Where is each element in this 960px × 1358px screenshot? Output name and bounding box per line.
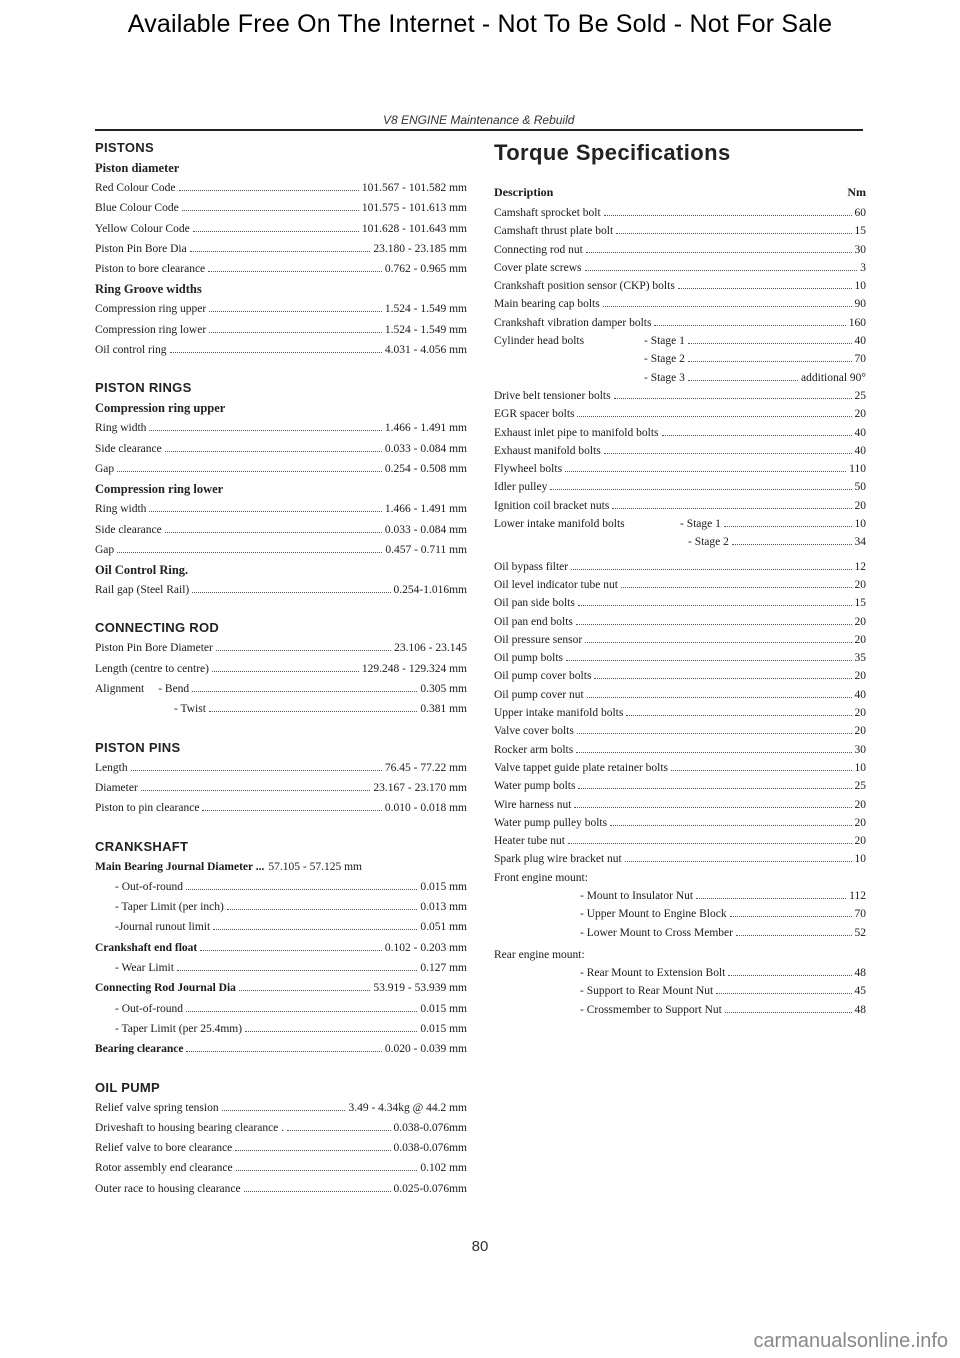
spec-value: 10 bbox=[854, 853, 866, 866]
spec-label: Length (centre to centre) bbox=[95, 662, 209, 675]
spec-row bbox=[95, 659, 467, 679]
spec-row bbox=[115, 999, 467, 1019]
cyl-head-stage1-value: 40 bbox=[854, 335, 866, 348]
pins-group bbox=[95, 758, 467, 819]
spec-row bbox=[580, 887, 866, 905]
spec-row bbox=[494, 314, 866, 332]
spec-value: 0.015 mm bbox=[420, 1002, 467, 1015]
end-float-subrows bbox=[95, 958, 467, 978]
spec-value: 48 bbox=[854, 967, 866, 980]
spec-row bbox=[494, 259, 866, 277]
spec-row bbox=[115, 917, 467, 937]
spec-value: 0.254-1.016mm bbox=[393, 584, 467, 597]
spec-row-twist bbox=[95, 699, 467, 719]
spec-row bbox=[494, 704, 866, 722]
spec-value: 0.038-0.076mm bbox=[393, 1142, 467, 1155]
spec-row bbox=[95, 798, 467, 818]
section-heading-piston-pins: PISTON PINS bbox=[95, 739, 181, 755]
conrod-group bbox=[95, 638, 467, 679]
spec-value: 112 bbox=[849, 889, 866, 902]
spec-label: Valve cover bolts bbox=[494, 725, 574, 738]
site-watermark: carmanualsonline.info bbox=[753, 1330, 948, 1352]
spec-value: 20 bbox=[854, 725, 866, 738]
rings-group-3 bbox=[95, 580, 467, 600]
spec-label: Idler pulley bbox=[494, 481, 548, 494]
rings-group-1 bbox=[95, 418, 467, 479]
spec-value: 20 bbox=[854, 408, 866, 421]
spec-label: Oil pressure sensor bbox=[494, 633, 583, 646]
spec-row-bearing-clearance bbox=[95, 1039, 467, 1059]
spec-row bbox=[115, 897, 467, 917]
spec-label: - Out-of-round bbox=[115, 1002, 184, 1015]
spec-value: 0.127 mm bbox=[420, 962, 467, 975]
spec-value: 101.628 - 101.643 mm bbox=[361, 222, 467, 235]
spec-value: 3 bbox=[860, 261, 866, 274]
spec-row bbox=[494, 850, 866, 868]
spec-value: 20 bbox=[854, 499, 866, 512]
spec-row bbox=[494, 558, 866, 576]
spec-row bbox=[95, 178, 467, 198]
spec-label: Blue Colour Code bbox=[95, 202, 179, 215]
spec-row bbox=[95, 638, 467, 658]
spec-label: - Taper Limit (per 25.4mm) bbox=[115, 1022, 243, 1035]
twist-value: 0.381 mm bbox=[420, 703, 467, 716]
spec-row bbox=[95, 1179, 467, 1199]
spec-row-rod-journal bbox=[95, 978, 467, 998]
spec-row bbox=[494, 387, 866, 405]
spec-label: Compression ring upper bbox=[95, 303, 207, 316]
spec-label: -Journal runout limit bbox=[115, 921, 211, 934]
spec-row bbox=[95, 259, 467, 279]
spec-value: 20 bbox=[854, 670, 866, 683]
spec-row bbox=[494, 759, 866, 777]
torque-row-cyl-head-stage1 bbox=[494, 332, 866, 350]
spec-value: 0.033 - 0.084 mm bbox=[384, 523, 467, 536]
end-float-value: 0.102 - 0.203 mm bbox=[384, 941, 467, 954]
spec-value: 1.466 - 1.491 mm bbox=[384, 503, 467, 516]
spec-row bbox=[95, 1098, 467, 1118]
section-heading-piston-rings: PISTON RINGS bbox=[95, 380, 192, 396]
spec-label: - Taper Limit (per inch) bbox=[115, 901, 224, 914]
spec-row bbox=[494, 295, 866, 313]
spec-value: 20 bbox=[854, 633, 866, 646]
spec-row bbox=[580, 905, 866, 923]
spec-label: Side clearance bbox=[95, 523, 162, 536]
spec-label: Piston Pin Bore Dia bbox=[95, 242, 187, 255]
spec-label: Side clearance bbox=[95, 442, 162, 455]
spec-row bbox=[95, 418, 467, 438]
spec-value: 20 bbox=[854, 578, 866, 591]
torque-row-lower-intake-stage2 bbox=[494, 533, 866, 551]
rear-mount-label: Rear engine mount: bbox=[494, 948, 585, 961]
spec-label: Oil pan side bolts bbox=[494, 597, 575, 610]
spec-label: Relief valve to bore clearance bbox=[95, 1142, 233, 1155]
spec-row bbox=[494, 222, 866, 240]
spec-row bbox=[494, 241, 866, 259]
spec-value: 0.102 mm bbox=[420, 1162, 467, 1175]
spec-row bbox=[494, 686, 866, 704]
spec-row bbox=[95, 198, 467, 218]
subheading-ring-groove: Ring Groove widths bbox=[95, 282, 202, 297]
spec-value: 0.013 mm bbox=[420, 901, 467, 914]
running-head: V8 ENGINE Maintenance & Rebuild bbox=[383, 113, 575, 127]
spec-row bbox=[494, 460, 866, 478]
spec-label: Yellow Colour Code bbox=[95, 222, 190, 235]
spec-value: 40 bbox=[854, 444, 866, 457]
spec-row bbox=[494, 405, 866, 423]
spec-label: - Wear Limit bbox=[115, 962, 174, 975]
spec-label: Upper intake manifold bolts bbox=[494, 707, 624, 720]
rod-journal-label: Connecting Rod Journal Dia bbox=[95, 982, 236, 995]
spec-label: Red Colour Code bbox=[95, 182, 176, 194]
spec-label: Compression ring lower bbox=[95, 323, 207, 336]
spec-row bbox=[494, 424, 866, 442]
spec-value: 3.49 - 4.34kg @ 44.2 mm bbox=[348, 1101, 467, 1114]
torque-row-cyl-head-stage2 bbox=[494, 350, 866, 368]
spec-label: Flywheel bolts bbox=[494, 463, 563, 476]
spec-row bbox=[580, 964, 866, 982]
cyl-head-label: Cylinder head bolts bbox=[494, 335, 585, 348]
spec-value: 0.025-0.076mm bbox=[393, 1182, 467, 1195]
spec-value: 0.033 - 0.084 mm bbox=[384, 442, 467, 455]
spec-row bbox=[95, 1158, 467, 1178]
spec-row bbox=[494, 741, 866, 759]
spec-label: Rocker arm bolts bbox=[494, 743, 574, 756]
spec-label: Piston to pin clearance bbox=[95, 802, 200, 815]
subheading-oil-control: Oil Control Ring. bbox=[95, 563, 189, 578]
spec-value: 0.254 - 0.508 mm bbox=[384, 462, 467, 475]
spec-row bbox=[95, 1118, 467, 1138]
spec-label: Oil pump bolts bbox=[494, 652, 564, 665]
spec-value: 23.106 - 23.145 bbox=[394, 642, 467, 655]
spec-value: 30 bbox=[854, 743, 866, 756]
spec-label: Gap bbox=[95, 462, 115, 475]
header-rule bbox=[95, 129, 863, 131]
spec-value: 0.457 - 0.711 mm bbox=[385, 543, 467, 556]
spec-row bbox=[95, 459, 467, 479]
spec-row bbox=[95, 499, 467, 519]
spec-row bbox=[95, 1138, 467, 1158]
front-mount-rows bbox=[494, 887, 866, 942]
spec-value: 0.015 mm bbox=[420, 1022, 467, 1035]
spec-value: 4.031 - 4.056 mm bbox=[384, 344, 467, 357]
spec-value: 1.524 - 1.549 mm bbox=[384, 303, 467, 316]
spec-label: Piston Pin Bore Diameter bbox=[95, 642, 213, 655]
spec-label: Wire harness nut bbox=[494, 798, 572, 811]
spec-row bbox=[494, 277, 866, 295]
spec-row bbox=[494, 442, 866, 460]
spec-row bbox=[95, 239, 467, 259]
watermark-banner: Available Free On The Internet - Not To Be Sold - Not For Sale bbox=[127, 10, 833, 38]
spec-value: 15 bbox=[854, 597, 866, 610]
section-heading-connecting-rod: CONNECTING ROD bbox=[95, 620, 220, 636]
spec-row bbox=[494, 497, 866, 515]
spec-value: 0.038-0.076mm bbox=[393, 1121, 467, 1134]
torque-group-b bbox=[494, 387, 866, 515]
spec-row bbox=[95, 540, 467, 560]
spec-value: 35 bbox=[854, 652, 866, 665]
spec-label: Main bearing cap bolts bbox=[494, 298, 600, 311]
spec-row bbox=[494, 576, 866, 594]
spec-value: 101.567 - 101.582 mm bbox=[361, 182, 467, 194]
spec-label: Gap bbox=[95, 543, 115, 556]
col-unit: Nm bbox=[847, 185, 866, 199]
spec-label: Oil pump cover nut bbox=[494, 688, 584, 701]
spec-label: Rail gap (Steel Rail) bbox=[95, 584, 190, 597]
cyl-head-stage2-value: 70 bbox=[854, 353, 866, 366]
spec-label: Rotor assembly end clearance bbox=[95, 1162, 233, 1175]
spec-value: 25 bbox=[854, 780, 866, 793]
spec-row bbox=[494, 594, 866, 612]
spec-value: 60 bbox=[854, 207, 866, 219]
spec-row bbox=[494, 613, 866, 631]
spec-value: 10 bbox=[854, 761, 866, 774]
spec-row bbox=[95, 520, 467, 540]
spec-label: - Upper Mount to Engine Block bbox=[580, 908, 727, 921]
spec-row bbox=[95, 439, 467, 459]
rod-journal-value: 53.919 - 53.939 mm bbox=[373, 982, 467, 995]
spec-row bbox=[494, 478, 866, 496]
spec-label: Camshaft thrust plate bolt bbox=[494, 225, 614, 238]
cyl-head-stage3-value: additional 90° bbox=[801, 371, 866, 384]
main-bearing-subrows bbox=[95, 877, 467, 938]
spec-value: 160 bbox=[848, 316, 866, 329]
spec-row-end-float bbox=[95, 938, 467, 958]
bearing-clearance-label: Bearing clearance bbox=[95, 1043, 184, 1056]
spec-row bbox=[95, 219, 467, 239]
torque-row-lower-intake-stage1 bbox=[494, 515, 866, 533]
spec-value: 110 bbox=[849, 463, 866, 476]
bend-value: 0.305 mm bbox=[420, 683, 467, 696]
spec-value: 40 bbox=[854, 688, 866, 701]
spec-label: Exhaust manifold bolts bbox=[494, 444, 601, 457]
spec-label: Oil bypass filter bbox=[494, 560, 569, 573]
lower-intake-stage1-label: - Stage 1 bbox=[680, 518, 721, 531]
spec-row bbox=[494, 814, 866, 832]
spec-row-main-bearing bbox=[95, 857, 467, 877]
spec-label: Oil pan end bolts bbox=[494, 615, 573, 628]
spec-label: Ring width bbox=[95, 422, 147, 435]
spec-row bbox=[580, 1001, 866, 1019]
spec-label: Cover plate screws bbox=[494, 261, 582, 274]
main-bearing-value: 57.105 - 57.125 mm bbox=[268, 860, 363, 873]
spec-row bbox=[115, 1019, 467, 1039]
spec-row bbox=[494, 204, 866, 222]
spec-row bbox=[115, 877, 467, 897]
spec-row bbox=[580, 924, 866, 942]
section-heading-crankshaft: CRANKSHAFT bbox=[95, 838, 189, 854]
spec-value: 0.762 - 0.965 mm bbox=[384, 263, 467, 276]
spec-row bbox=[494, 722, 866, 740]
spec-row-alignment-bend bbox=[95, 679, 467, 699]
bend-label: - Bend bbox=[158, 683, 190, 696]
spec-row bbox=[115, 958, 467, 978]
spec-value: 76.45 - 77.22 mm bbox=[384, 761, 467, 774]
spec-row bbox=[95, 778, 467, 798]
spec-label: Oil level indicator tube nut bbox=[494, 578, 618, 591]
section-heading-pistons: PISTONS bbox=[95, 140, 154, 155]
spec-value: 12 bbox=[854, 560, 866, 573]
spec-value: 20 bbox=[854, 707, 866, 720]
torque-title: Torque Specifications bbox=[494, 140, 731, 165]
rings-group-2 bbox=[95, 499, 467, 560]
spec-value: 52 bbox=[854, 926, 866, 939]
page-number: 80 bbox=[471, 1238, 489, 1255]
col-description: Description bbox=[494, 185, 554, 199]
spec-row bbox=[95, 320, 467, 340]
spec-value: 23.180 - 23.185 mm bbox=[373, 242, 467, 255]
spec-row bbox=[494, 649, 866, 667]
spec-value: 0.010 - 0.018 mm bbox=[384, 802, 467, 815]
spec-row bbox=[580, 982, 866, 1000]
spec-label: Camshaft sprocket bolt bbox=[494, 207, 601, 219]
spec-label: Spark plug wire bracket nut bbox=[494, 853, 622, 866]
spec-label: - Mount to Insulator Nut bbox=[580, 889, 694, 902]
spec-value: 129.248 - 129.324 mm bbox=[361, 662, 467, 675]
spec-label: Oil pump cover bolts bbox=[494, 670, 592, 683]
spec-label: - Rear Mount to Extension Bolt bbox=[580, 967, 726, 980]
spec-label: Valve tappet guide plate retainer bolts bbox=[494, 761, 669, 774]
spec-row bbox=[494, 631, 866, 649]
spec-row bbox=[95, 299, 467, 319]
spec-row bbox=[494, 832, 866, 850]
spec-label: Water pump bolts bbox=[494, 780, 576, 793]
spec-value: 90 bbox=[854, 298, 866, 311]
spec-value: 20 bbox=[854, 615, 866, 628]
spec-row bbox=[494, 796, 866, 814]
spec-label: Ring width bbox=[95, 503, 147, 516]
spec-value: 20 bbox=[854, 835, 866, 848]
spec-label: - Lower Mount to Cross Member bbox=[580, 926, 733, 939]
spec-value: 0.051 mm bbox=[420, 921, 467, 934]
torque-row-cyl-head-stage3 bbox=[494, 369, 866, 387]
spec-row bbox=[95, 340, 467, 360]
spec-label: Connecting rod nut bbox=[494, 243, 583, 256]
torque-group-a bbox=[494, 204, 866, 332]
subheading-piston-diameter: Piston diameter bbox=[95, 161, 180, 175]
torque-table-header bbox=[494, 180, 866, 204]
spec-label: EGR spacer bolts bbox=[494, 408, 575, 421]
spec-label: - Crossmember to Support Nut bbox=[580, 1003, 722, 1016]
rod-journal-subrows bbox=[95, 999, 467, 1040]
lower-intake-label: Lower intake manifold bolts bbox=[494, 518, 625, 531]
spec-label: Oil control ring bbox=[95, 344, 167, 357]
lower-intake-stage1-value: 10 bbox=[854, 518, 866, 531]
spec-value: 20 bbox=[854, 816, 866, 829]
cyl-head-stage1-label: - Stage 1 bbox=[644, 335, 685, 348]
spec-label: Crankshaft vibration damper bolts bbox=[494, 316, 652, 329]
spec-value: 70 bbox=[854, 908, 866, 921]
lower-intake-stage2-label: - Stage 2 bbox=[688, 536, 729, 549]
subheading-ring-upper: Compression ring upper bbox=[95, 401, 226, 416]
spec-value: 0.015 mm bbox=[420, 880, 467, 893]
spec-value: 45 bbox=[854, 985, 866, 998]
spec-value: 1.524 - 1.549 mm bbox=[384, 323, 467, 336]
spec-label: Heater tube nut bbox=[494, 835, 565, 848]
bearing-clearance-value: 0.020 - 0.039 mm bbox=[384, 1043, 467, 1056]
spec-row bbox=[95, 758, 467, 778]
subheading-ring-lower: Compression ring lower bbox=[95, 482, 224, 497]
spec-label: Ignition coil bracket nuts bbox=[494, 499, 610, 512]
spec-value: 20 bbox=[854, 798, 866, 811]
section-heading-oil-pump: OIL PUMP bbox=[95, 1079, 161, 1095]
spec-label: Piston to bore clearance bbox=[95, 263, 206, 276]
spec-label: Exhaust inlet pipe to manifold bolts bbox=[494, 426, 659, 439]
spec-value: 40 bbox=[854, 426, 866, 439]
front-mount-label: Front engine mount: bbox=[494, 871, 588, 884]
spec-row bbox=[95, 580, 467, 600]
spec-label: Water pump pulley bolts bbox=[494, 816, 608, 829]
spec-value: 25 bbox=[854, 389, 866, 402]
main-bearing-label: Main Bearing Journal Diameter ... bbox=[95, 860, 265, 873]
twist-label: - Twist bbox=[174, 703, 206, 716]
cyl-head-stage2-label: - Stage 2 bbox=[644, 353, 685, 366]
spec-label: - Support to Rear Mount Nut bbox=[580, 985, 714, 998]
end-float-label: Crankshaft end float bbox=[95, 941, 198, 954]
pistons-group-1 bbox=[95, 178, 467, 279]
rear-mount-rows bbox=[494, 964, 866, 1019]
torque-column bbox=[494, 138, 866, 1019]
spec-label: - Out-of-round bbox=[115, 880, 184, 893]
spec-label: Outer race to housing clearance bbox=[95, 1182, 241, 1195]
spec-value: 15 bbox=[854, 225, 866, 238]
oil-pump-group bbox=[95, 1098, 467, 1199]
spec-label: Drive belt tensioner bolts bbox=[494, 389, 611, 402]
spec-row bbox=[494, 667, 866, 685]
spec-label: Driveshaft to housing bearing clearance . bbox=[95, 1121, 285, 1134]
spec-value: 50 bbox=[854, 481, 866, 494]
spec-value: 10 bbox=[854, 280, 866, 293]
spec-label: Diameter bbox=[95, 781, 138, 794]
spec-value: 30 bbox=[854, 243, 866, 256]
torque-group-c bbox=[494, 558, 866, 869]
spec-value: 48 bbox=[854, 1003, 866, 1016]
alignment-label: Alignment bbox=[95, 683, 145, 696]
lower-intake-stage2-value: 34 bbox=[854, 536, 866, 549]
spec-row bbox=[494, 777, 866, 795]
specifications-column bbox=[95, 138, 467, 1199]
spec-value: 23.167 - 23.170 mm bbox=[373, 781, 467, 794]
spec-label: Relief valve spring tension bbox=[95, 1101, 219, 1114]
spec-value: 101.575 - 101.613 mm bbox=[361, 202, 467, 215]
pistons-group-2 bbox=[95, 299, 467, 360]
spec-label: Length bbox=[95, 761, 128, 774]
spec-label: Crankshaft position sensor (CKP) bolts bbox=[494, 280, 675, 293]
cyl-head-stage3-label: - Stage 3 bbox=[644, 371, 685, 384]
spec-value: 1.466 - 1.491 mm bbox=[384, 422, 467, 435]
